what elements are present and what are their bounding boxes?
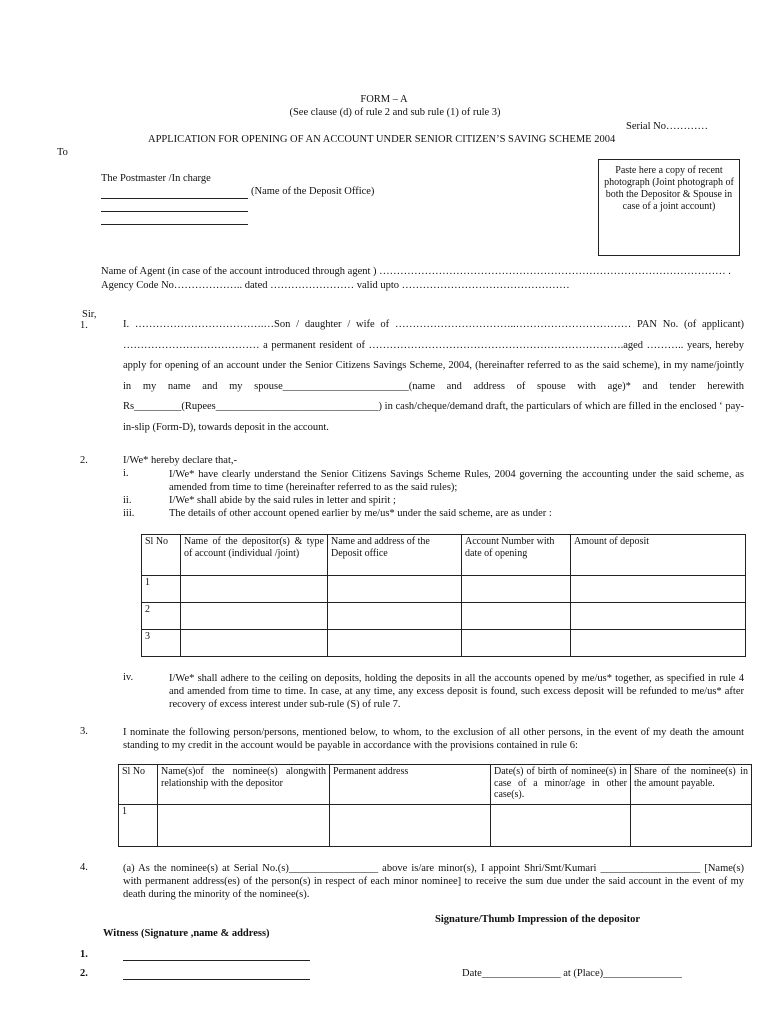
table-cell[interactable] bbox=[462, 603, 571, 630]
item-iii-text: The details of other account opened earlier by me/us* under the said scheme, are as under : bbox=[169, 508, 552, 519]
table-header-cell: Name of the depositor(s) & type of account (individual /joint) bbox=[181, 535, 328, 576]
address-line-2[interactable] bbox=[101, 211, 248, 212]
table-header-cell: Share of the nominee(s) in the amount payable. bbox=[631, 765, 752, 805]
table-cell[interactable] bbox=[158, 805, 330, 847]
address-line-3[interactable] bbox=[101, 224, 248, 225]
row-number: 1 bbox=[119, 805, 158, 847]
serial-number: Serial No………… bbox=[626, 121, 708, 132]
table-cell[interactable] bbox=[571, 603, 746, 630]
table-cell[interactable] bbox=[328, 576, 462, 603]
table-header-cell: Amount of deposit bbox=[571, 535, 746, 576]
table-header-cell: Name and address of the Deposit office bbox=[328, 535, 462, 576]
item-ii-number: ii. bbox=[123, 495, 132, 506]
table-cell[interactable] bbox=[491, 805, 631, 847]
row-number: 3 bbox=[142, 630, 181, 657]
table-header-cell: Date(s) of birth of nominee(s) in case of a minor/age in other case(s). bbox=[491, 765, 631, 805]
item-iii-number: iii. bbox=[123, 508, 135, 519]
salutation: Sir, bbox=[82, 309, 97, 320]
table-header-row bbox=[142, 535, 746, 576]
para-4-number: 4. bbox=[80, 862, 88, 873]
form-title: APPLICATION FOR OPENING OF AN ACCOUNT UNDER SENIOR CITIZEN’S SAVING SCHEME 2004 bbox=[148, 134, 616, 145]
table-cell[interactable] bbox=[181, 630, 328, 657]
witness-label: Witness (Signature ,name & address) bbox=[103, 928, 270, 939]
item-iv-text: I/We* shall adhere to the ceiling on deposits, holding the deposits in all the accounts opened by me/us* together, as specified in rule 4 and amended from time to time. In case, at any time, any excess deposit is found, such excess deposit will be refunded to me/us* after recovery of excess interest under sub-rule (S) of rule 7. bbox=[169, 673, 744, 710]
table-cell[interactable] bbox=[571, 576, 746, 603]
table-header-cell: Account Number with date of opening bbox=[462, 535, 571, 576]
previous-accounts-table bbox=[141, 534, 746, 657]
table-row bbox=[119, 805, 752, 847]
to-label: To bbox=[57, 147, 68, 158]
deposit-office-label: (Name of the Deposit Office) bbox=[251, 186, 375, 197]
para-2-intro: I/We* hereby declare that,- bbox=[123, 455, 238, 466]
table-header-cell: Sl No bbox=[119, 765, 158, 805]
para-4-text: (a) As the nominee(s) at Serial No.(s)_________________ above is/are minor(s), I appoint Shri/Smt/Kumari ___________________ [Name(s) with permanent address(es) of the person(s) in respect of each minor nominee] to receive the sum due under the said account in the event of my death during the minority of the nominee(s). bbox=[123, 863, 744, 900]
witness-2-line[interactable] bbox=[123, 979, 310, 980]
date-place-line[interactable]: Date_______________ at (Place)_______________ bbox=[462, 968, 682, 979]
agent-name-line: Name of Agent (in case of the account introduced through agent ) ……………………………………………………………………………………… . bbox=[101, 266, 731, 277]
table-row bbox=[142, 576, 746, 603]
table-cell[interactable] bbox=[328, 603, 462, 630]
deposit-office-line[interactable] bbox=[101, 198, 248, 199]
item-ii-text: I/We* shall abide by the said rules in letter and spirit ; bbox=[169, 495, 396, 506]
table-header-cell: Permanent address bbox=[330, 765, 491, 805]
form-label: FORM – A bbox=[360, 94, 408, 105]
para-1-text: I. ……………………………….…Son / daughter / wife of ……………………………..…………………………… PAN No. (of applicant) ………………………………… a permanent resident of ……………………………………………………………….aged ……….. years, hereby apply for opening of an account under the Senior Citizens Savings Scheme, 2004, (hereinafter referred to as the said scheme), in my name/jointly in my name and my spouse________________________(name and address of spouse with age)* and tender herewith Rs_________(Rupees_______________________________) in cash/cheque/demand draft, the particulars of which are filled in the enclosed ‘ pay-in-slip (Form-D), towards deposit in the account. bbox=[123, 319, 744, 433]
table-header-cell: Sl No bbox=[142, 535, 181, 576]
table-row bbox=[142, 630, 746, 657]
photo-box[interactable]: Paste here a copy of recent photograph (Joint photograph of both the Depositor & Spouse in case of a joint account) bbox=[598, 159, 740, 256]
table-cell[interactable] bbox=[328, 630, 462, 657]
clause-reference: (See clause (d) of rule 2 and sub rule (1) of rule 3) bbox=[289, 107, 501, 118]
postmaster-label: The Postmaster /In charge bbox=[101, 173, 211, 184]
nominee-table bbox=[118, 764, 752, 847]
table-cell[interactable] bbox=[462, 576, 571, 603]
witness-1-line[interactable] bbox=[123, 960, 310, 961]
table-header-row bbox=[119, 765, 752, 805]
agency-code-line: Agency Code No……………….. dated …………………… valid upto ………………………………………… bbox=[101, 280, 570, 291]
table-row bbox=[142, 603, 746, 630]
table-cell[interactable] bbox=[181, 576, 328, 603]
para-3-text: I nominate the following person/persons, mentioned below, to whom, to the exclusion of all other persons, in the event of my death the amount standing to my credit in the account would be payable in accordance with the provisions contained in rule 6: bbox=[123, 727, 744, 751]
table-cell[interactable] bbox=[181, 603, 328, 630]
row-number: 1 bbox=[142, 576, 181, 603]
table-cell[interactable] bbox=[330, 805, 491, 847]
table-cell[interactable] bbox=[571, 630, 746, 657]
witness-1-number: 1. bbox=[80, 949, 88, 960]
row-number: 2 bbox=[142, 603, 181, 630]
item-iv-number: iv. bbox=[123, 672, 134, 683]
item-i-number: i. bbox=[123, 468, 129, 479]
witness-2-number: 2. bbox=[80, 968, 88, 979]
table-cell[interactable] bbox=[462, 630, 571, 657]
depositor-signature-label: Signature/Thumb Impression of the depositor bbox=[435, 914, 640, 925]
para-2-number: 2. bbox=[80, 455, 88, 466]
item-i-text: I/We* have clearly understand the Senior Citizens Savings Scheme Rules, 2004 governing the accounting under the said scheme, as amended from time to time (hereinafter referred to as the said rules); bbox=[169, 469, 744, 493]
table-cell[interactable] bbox=[631, 805, 752, 847]
table-header-cell: Name(s)of the nominee(s) alongwith relationship with the depositor bbox=[158, 765, 330, 805]
para-1-number: 1. bbox=[80, 320, 88, 331]
para-3-number: 3. bbox=[80, 726, 88, 737]
